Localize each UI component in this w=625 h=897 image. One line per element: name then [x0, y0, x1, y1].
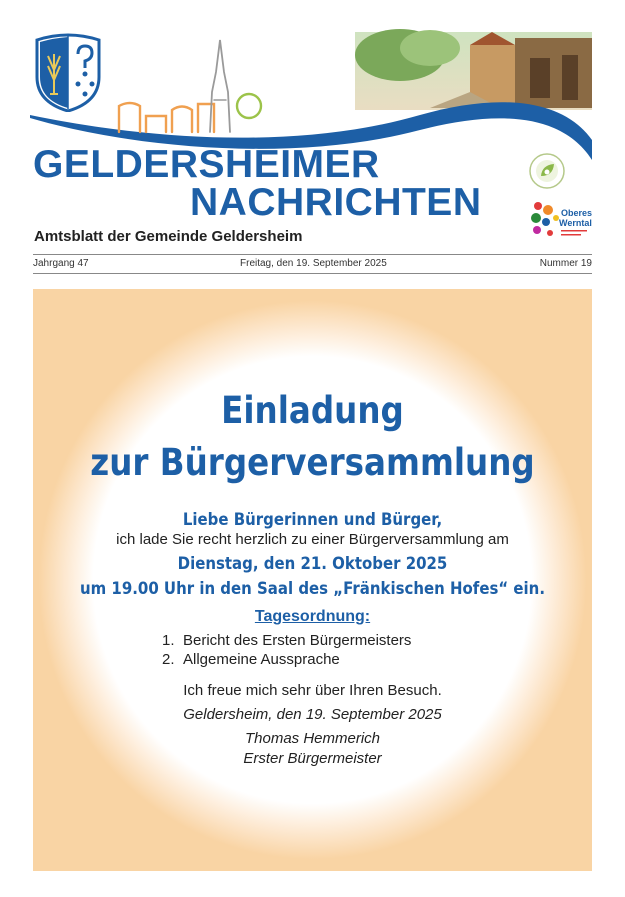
- logo-text-werntal: Werntal: [559, 218, 592, 228]
- signature-name: Thomas Hemmerich: [244, 730, 381, 747]
- masthead-title-line2: NACHRICHTEN: [190, 181, 482, 224]
- agenda-list: [162, 632, 411, 670]
- meta-rule-bottom: [33, 273, 592, 274]
- logo-text-oberes: Oberes: [561, 208, 592, 218]
- oberes-werntal-logo: [528, 198, 592, 242]
- street-photo: [355, 29, 592, 110]
- issue-date: Freitag, den 19. September 2025: [240, 258, 387, 269]
- agenda-item-text: Allgemeine Aussprache: [183, 651, 340, 668]
- invitation-heading-line2: zur Bürgerversammlung: [90, 441, 535, 484]
- meta-rule-top: [33, 254, 592, 255]
- town-silhouette: [119, 40, 261, 132]
- event-date: Dienstag, den 21. Oktober 2025: [177, 554, 448, 574]
- invitation-heading-line1: Einladung: [221, 389, 404, 432]
- agenda-item-text: Bericht des Ersten Bürgermeisters: [183, 632, 412, 649]
- signature-place-date: Geldersheim, den 19. September 2025: [183, 706, 442, 723]
- agenda-item-number: 1.: [162, 632, 175, 649]
- invite-text: ich lade Sie recht herzlich zu einer Bürgerversammlung am: [116, 531, 509, 548]
- eco-badge-icon: [528, 152, 566, 190]
- issue-number: Nummer 19: [539, 258, 592, 269]
- agenda-item: [162, 632, 411, 651]
- signature-title: Erster Bürgermeister: [243, 750, 382, 767]
- masthead-subtitle: Amtsblatt der Gemeinde Geldersheim: [34, 228, 303, 245]
- event-place: um 19.00 Uhr in den Saal des „Fränkischen Hofes“ ein.: [79, 579, 546, 599]
- closing-text: Ich freue mich sehr über Ihren Besuch.: [183, 682, 442, 699]
- invitation-panel: [33, 289, 592, 871]
- agenda-heading: Tagesordnung:: [254, 608, 371, 625]
- coat-of-arms: [34, 32, 102, 112]
- agenda-item: [162, 651, 411, 670]
- volume-label: Jahrgang 47: [33, 258, 89, 269]
- greeting: Liebe Bürgerinnen und Bürger,: [182, 510, 443, 530]
- agenda-item-number: 2.: [162, 651, 175, 668]
- masthead-title-line1: GELDERSHEIMER: [33, 143, 380, 186]
